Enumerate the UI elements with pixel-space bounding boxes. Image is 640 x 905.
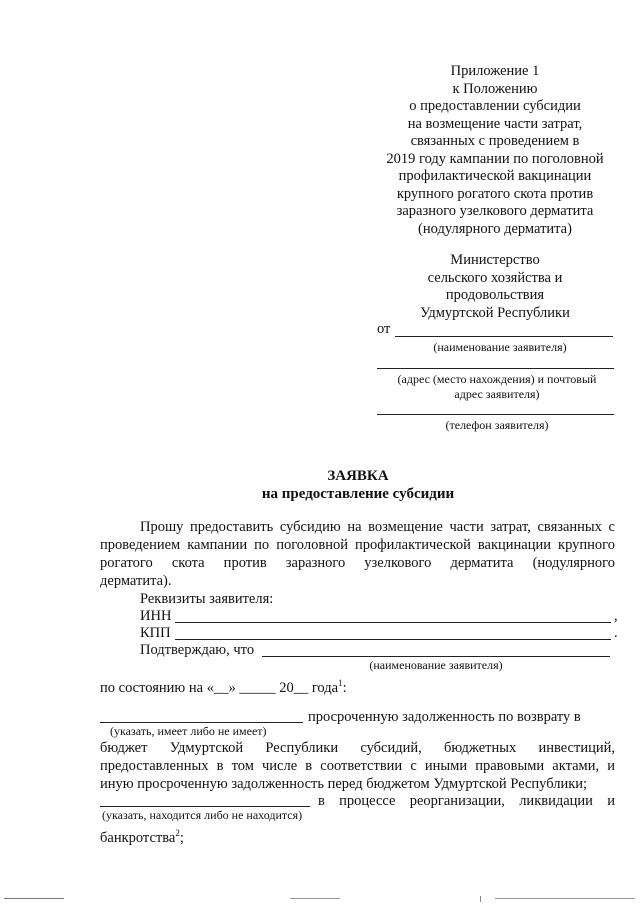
overdue-status-field[interactable] bbox=[100, 722, 303, 723]
appendix-block bbox=[360, 63, 630, 238]
paragraph-line: иную просроченную задолженность перед бюджетом Удмуртской Республики; bbox=[100, 776, 588, 792]
title-main: ЗАЯВКА bbox=[327, 468, 389, 484]
applicant-caption: (наименование заявителя) bbox=[433, 340, 567, 354]
overdue-text: просроченную задолженность по возврату в bbox=[308, 709, 581, 725]
appendix-line: профилактической вакцинации bbox=[398, 168, 592, 184]
appendix-line: крупного рогатого скота против bbox=[396, 185, 594, 202]
from-label: от bbox=[377, 321, 391, 337]
appendix-line: к Положению bbox=[452, 80, 538, 97]
bankruptcy-text: банкротства bbox=[100, 829, 176, 846]
paragraph-line: предоставленных в том числе в соответствии с иными правовыми актами, и bbox=[100, 758, 615, 774]
kpp-field[interactable] bbox=[175, 639, 611, 640]
paragraph-line: дерматита). bbox=[100, 573, 172, 589]
as-of-text: по состоянию на «__» _____ 20__ года bbox=[100, 679, 339, 696]
phone-caption: (телефон заявителя) bbox=[445, 418, 549, 432]
paragraph-line: Прошу предоставить субсидию на возмещение части затрат, связанных с bbox=[140, 519, 615, 535]
footnote-2-ref: 2 bbox=[175, 828, 180, 838]
bankruptcy-semicolon: ; bbox=[179, 829, 184, 846]
inn-label: ИНН bbox=[140, 608, 172, 624]
inn-comma: , bbox=[614, 608, 618, 624]
footnote-1-ref: 1 bbox=[338, 678, 343, 688]
inn-field[interactable] bbox=[175, 622, 611, 623]
requisites-label: Реквизиты заявителя: bbox=[140, 591, 274, 607]
recipient-line: продовольствия bbox=[445, 287, 545, 303]
paragraph-line: проведением кампании по поголовной профилактической вакцинации крупного bbox=[100, 537, 615, 553]
scan-edge-mark bbox=[4, 898, 64, 899]
title-sub: на предоставление субсидии bbox=[261, 486, 455, 502]
address-caption bbox=[377, 372, 617, 402]
recipient-block bbox=[360, 252, 630, 322]
bankruptcy-line bbox=[100, 824, 184, 847]
scan-edge-mark bbox=[480, 896, 481, 902]
reorg-status-field[interactable] bbox=[100, 806, 310, 807]
recipient-line: сельского хозяйства и bbox=[427, 269, 563, 286]
reorg-caption: (указать, находится либо не находится) bbox=[102, 808, 303, 822]
address-field[interactable] bbox=[377, 368, 614, 369]
appendix-line: 2019 году кампании по поголовной bbox=[386, 150, 604, 167]
budget-paragraph bbox=[100, 739, 615, 793]
request-paragraph bbox=[100, 518, 615, 590]
appendix-line: о предоставлении субсидии bbox=[409, 98, 581, 114]
scan-edge-mark bbox=[495, 898, 635, 899]
recipient-line: Удмуртской Республики bbox=[420, 304, 570, 321]
document-title bbox=[100, 467, 616, 503]
as-of-date bbox=[100, 674, 347, 697]
appendix-line: связанных с проведением в bbox=[410, 133, 580, 149]
paragraph-line: рогатого скота против заразного узелкового дерматита (нодулярного bbox=[100, 555, 615, 571]
confirm-label: Подтверждаю, что bbox=[140, 642, 255, 658]
scan-edge-mark bbox=[290, 898, 340, 899]
overdue-caption: (указать, имеет либо не имеет) bbox=[110, 724, 267, 738]
confirm-caption: (наименование заявителя) bbox=[369, 658, 503, 672]
address-caption-line: адрес заявителя) bbox=[454, 387, 540, 401]
appendix-line: (нодулярного дерматита) bbox=[418, 220, 572, 237]
confirm-name-field[interactable] bbox=[262, 656, 610, 657]
paragraph-line: бюджет Удмуртской Республики субсидий, бюджетных инвестиций, bbox=[100, 740, 615, 756]
applicant-name-field[interactable] bbox=[395, 336, 613, 337]
appendix-line: на возмещение части затрат, bbox=[407, 115, 583, 132]
kpp-label: КПП bbox=[140, 625, 171, 641]
recipient-line: Министерство bbox=[450, 252, 540, 268]
kpp-period: . bbox=[614, 625, 618, 641]
phone-field[interactable] bbox=[377, 414, 614, 415]
as-of-colon: : bbox=[342, 679, 347, 696]
reorg-text: в процессе реорганизации, ликвидации и bbox=[318, 793, 615, 809]
appendix-line: заразного узелкового дерматита bbox=[396, 203, 594, 219]
address-caption-line: (адрес (место нахождения) и почтовый bbox=[397, 372, 597, 386]
appendix-line: Приложение 1 bbox=[450, 63, 540, 79]
